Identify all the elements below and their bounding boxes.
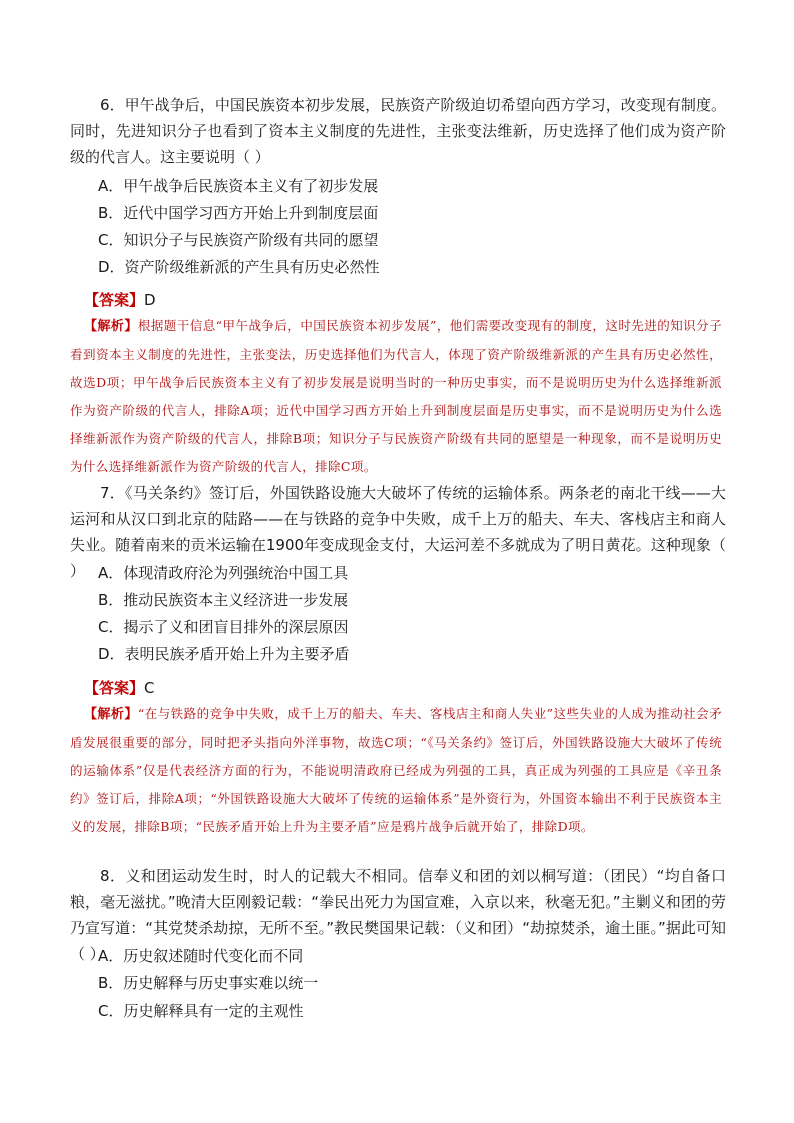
question-6-stem: 6．甲午战争后，中国民族资本初步发展，民族资产阶级迫切希望向西方学习，改变现有制度。同时，先进知识分子也看到了资本主义制度的先进性，主张变法维新，历史选择了他们成为资产阶级的代言人。这主要说明（ ） <box>70 96 726 166</box>
question-8-option-a: A．历史叙述随时代变化而不同 <box>98 947 304 965</box>
question-8-option-b: B．历史解释与历史事实难以统一 <box>98 974 319 992</box>
analysis-label: 【解析】 <box>84 707 138 722</box>
question-7-option-b: B．推动民族资本主义经济进一步发展 <box>98 591 349 609</box>
question-6-analysis <box>70 312 722 481</box>
analysis-label: 【解析】 <box>84 319 138 334</box>
analysis-text: “在与铁路的竞争中失败，成千上万的船夫、车夫、客栈店主和商人失业”这些失业的人成为推动社会矛盾发展很重要的部分，同时把矛头指向外洋事物，故选C项；“《马关条约》签订后，外国铁路设施大大破坏了传统的运输体系”仅是代表经济方面的行为，不能说明清政府已经成为列强的工具，真正成为列强的工具应是《辛丑条约》签订后，排除A项；“外国铁路设施大大破坏了传统的运输体系”是外资行为，外国资本输出不利于民族资本主义的发展，排除B项；“民族矛盾开始上升为主要矛盾”应是鸦片战争后就开始了，排除D项。 <box>70 706 722 834</box>
question-8-option-c: C．历史解释具有一定的主观性 <box>98 1002 304 1020</box>
question-7-option-c: C．揭示了义和团盲目排外的深层原因 <box>98 618 349 636</box>
question-6-option-c: C．知识分子与民族资产阶级有共同的愿望 <box>98 231 379 249</box>
question-7-answer <box>84 678 155 698</box>
question-6 <box>70 92 726 170</box>
question-6-answer <box>84 290 156 310</box>
question-7-analysis <box>70 700 722 841</box>
question-6-option-a: A．甲午战争后民族资本主义有了初步发展 <box>98 177 379 195</box>
answer-label: 【答案】 <box>84 291 145 309</box>
answer-label: 【答案】 <box>84 679 145 697</box>
question-7-option-d: D．表明民族矛盾开始上升为主要矛盾 <box>98 645 350 663</box>
question-7-stem: 7．《马关条约》签订后，外国铁路设施大大破坏了传统的运输体系。两条老的南北干线——大运河和从汉口到北京的陆路——在与铁路的竞争中失败，成千上万的船夫、车夫、客栈店主和商人失业。随着南来的贡米运输在1900年变成现金支付，大运河差不多就成为了明日黄花。这种现象（ ） <box>70 484 726 580</box>
question-6-option-d: D．资产阶级维新派的产生具有历史必然性 <box>98 258 380 276</box>
answer-value: C <box>144 679 155 697</box>
question-7-option-a: A．体现清政府沦为列强统治中国工具 <box>98 564 349 582</box>
analysis-text: 根据题干信息“甲午战争后，中国民族资本初步发展”，他们需要改变现有的制度，这时先进的知识分子看到资本主义制度的先进性，主张变法，历史选择他们为代言人，体现了资产阶级维新派的产生具有历史必然性，故选D项；甲午战争后民族资本主义有了初步发展是说明当时的一种历史事实，而不是说明历史为什么选择维新派作为资产阶级的代言人，排除A项；近代中国学习西方开始上升到制度层面是历史事实，而不是说明历史为什么选择维新派作为资产阶级的代言人，排除B项；知识分子与民族资产阶级有共同的愿望是一种现象，而不是说明历史为什么选择维新派作为资产阶级的代言人，排除C项。 <box>70 318 722 474</box>
question-6-option-b: B．近代中国学习西方开始上升到制度层面 <box>98 204 379 222</box>
question-8-stem: 8．义和团运动发生时，时人的记载大不相同。信奉义和团的刘以桐写道：（团民）“均自备口粮，毫无滋扰。”晚清大臣刚毅记载：“拳民出死力为国宣难，入京以来，秋毫无犯。”主剿义和团的劳乃宣写道：“其党焚杀劫掠，无所不至。”教民樊国果记载：（义和团）“劫掠焚杀，逾土匪。”据此可知（ ） <box>70 867 726 963</box>
answer-value: D <box>144 291 156 309</box>
